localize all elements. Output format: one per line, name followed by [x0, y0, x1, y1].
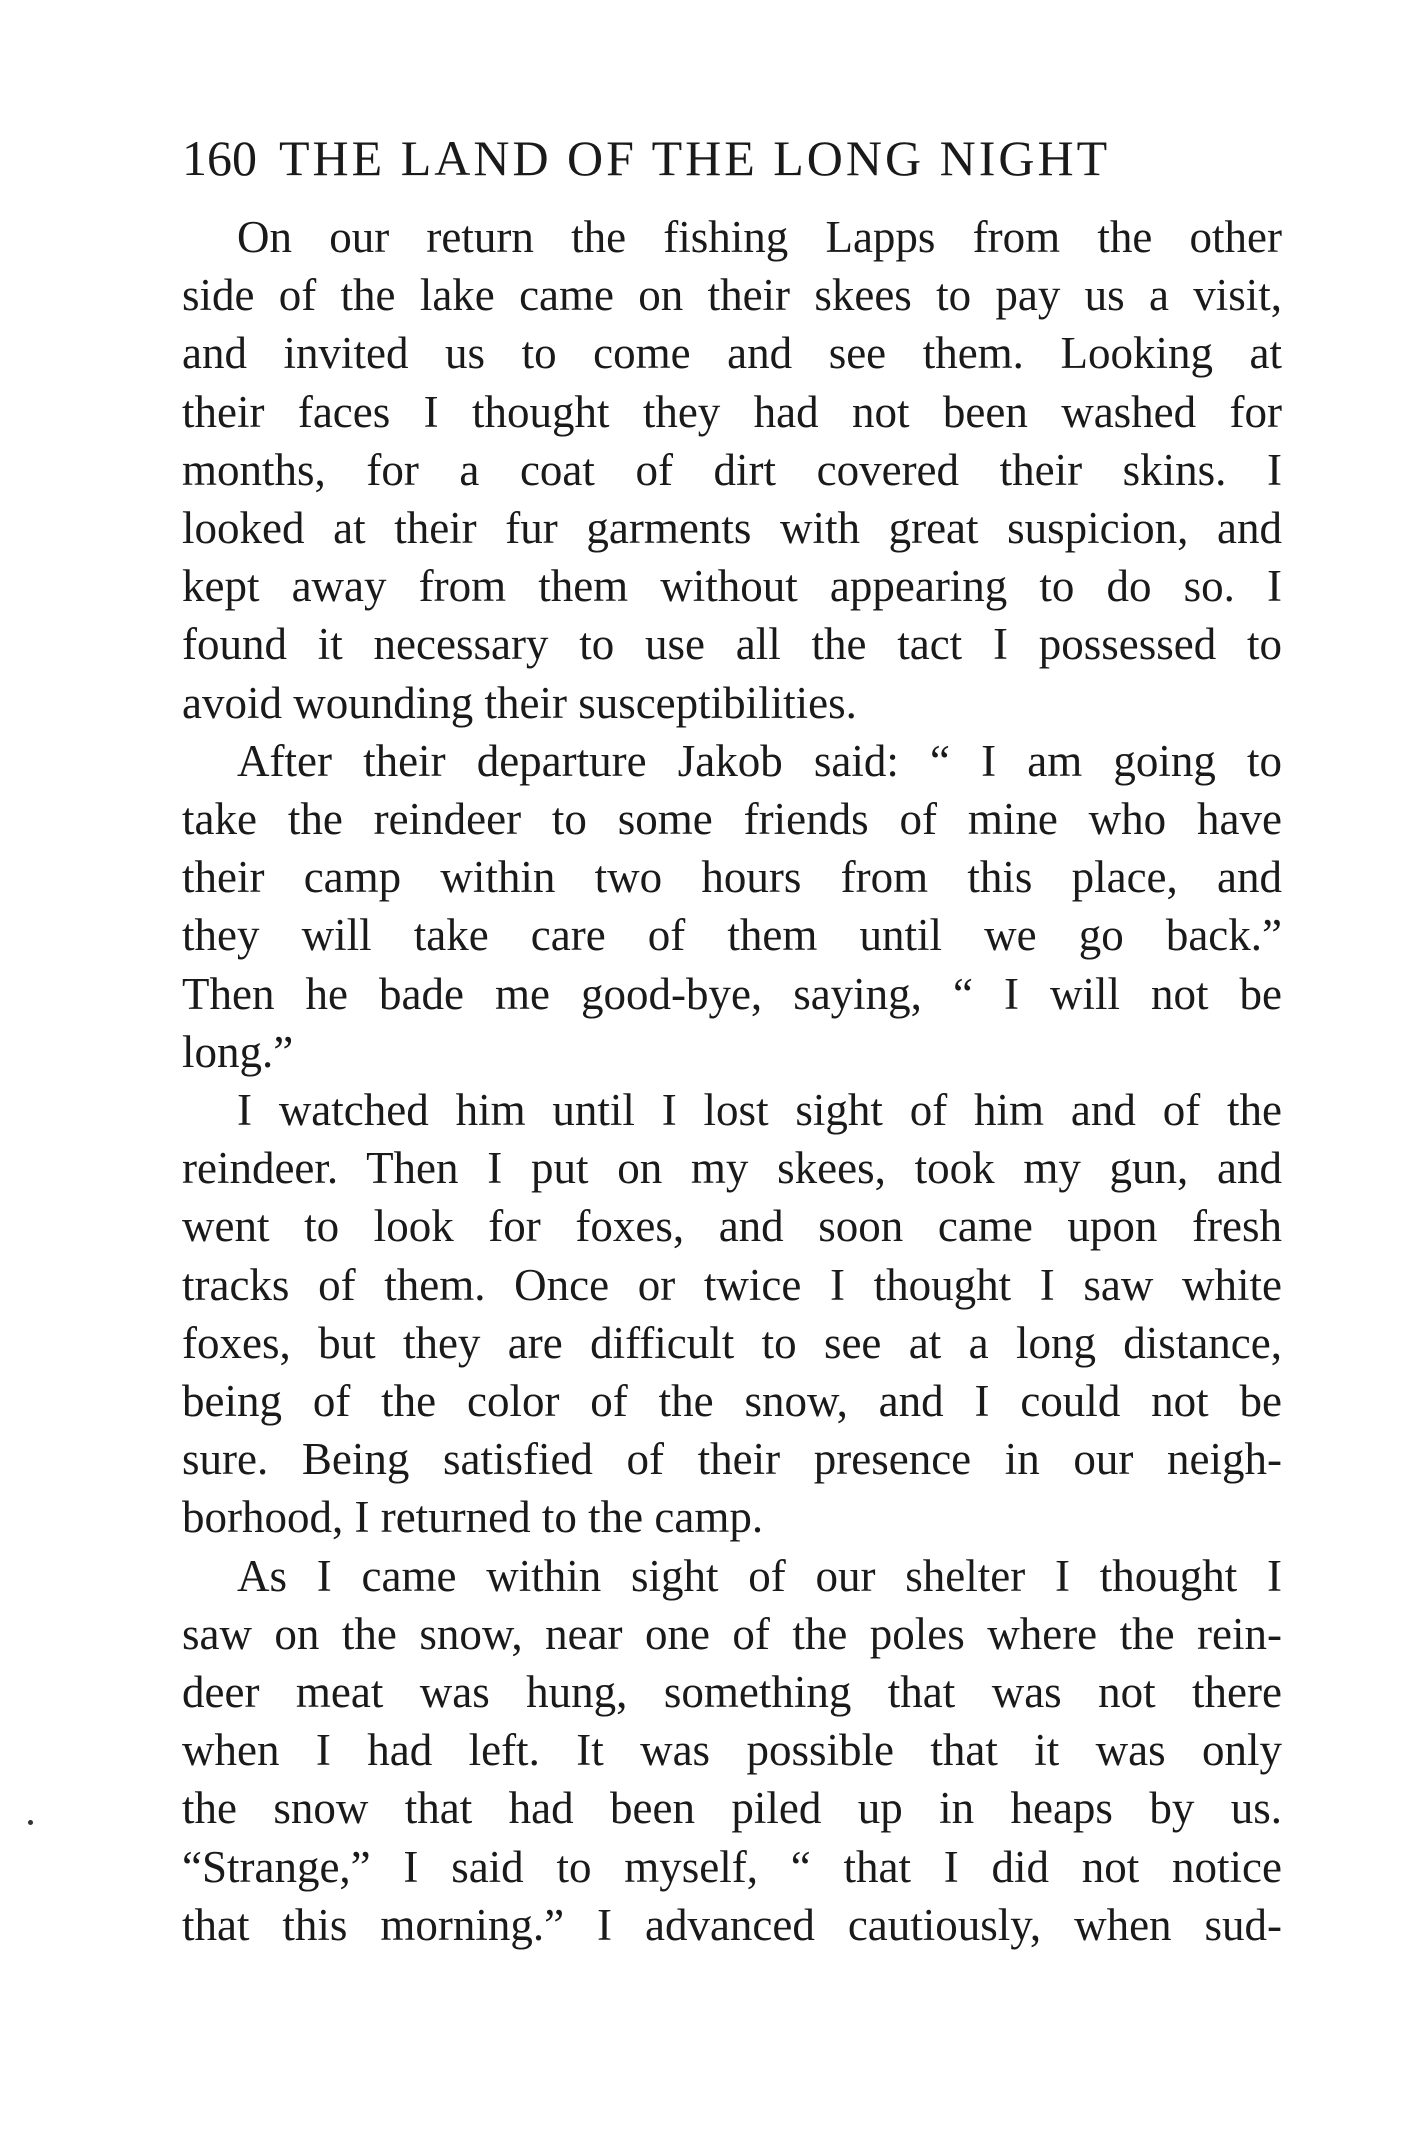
body-text	[182, 208, 1282, 1954]
text-line: On our return the fishing Lapps from the other	[237, 212, 1282, 262]
text-line: sure. Being satisfied of their presence in our neigh-	[182, 1434, 1282, 1485]
text-line: borhood, I returned to the camp.	[182, 1492, 764, 1543]
text-line: After their departure Jakob said: “ I am going to	[237, 735, 1282, 786]
print-speck	[28, 1820, 33, 1825]
paragraph	[182, 1547, 1282, 1954]
text-line: they will take care of them until we go back.”	[182, 910, 1282, 961]
text-line: I watched him until I lost sight of him and of the	[237, 1085, 1282, 1136]
text-line: As I came within sight of our shelter I thought I	[237, 1550, 1282, 1601]
text-line: and invited us to come and see them. Looking at	[182, 328, 1282, 379]
text-line: tracks of them. Once or twice I thought I saw white	[182, 1259, 1282, 1310]
running-header	[182, 128, 1282, 188]
text-line: reindeer. Then I put on my skees, took my gun, and	[182, 1143, 1282, 1194]
paragraph	[182, 732, 1282, 1081]
text-line: went to look for foxes, and soon came upon fresh	[182, 1201, 1282, 1252]
text-line: when I had left. It was possible that it was only	[182, 1725, 1282, 1776]
text-line: kept away from them without appearing to do so. I	[182, 561, 1282, 612]
book-page	[182, 128, 1282, 1954]
text-line: Then he bade me good-bye, saying, “ I will not be	[182, 968, 1282, 1019]
text-line: side of the lake came on their skees to pay us a visit,	[182, 270, 1282, 321]
text-line: their faces I thought they had not been washed for	[182, 386, 1282, 437]
text-line: looked at their fur garments with great suspicion, and	[182, 503, 1282, 554]
text-line: avoid wounding their susceptibilities.	[182, 677, 857, 728]
text-line: “Strange,” I said to myself, “ that I did not notice	[182, 1841, 1282, 1892]
text-line: being of the color of the snow, and I could not be	[182, 1376, 1282, 1427]
text-line: deer meat was hung, something that was not there	[182, 1667, 1282, 1718]
text-line: take the reindeer to some friends of mine who have	[182, 794, 1282, 845]
page-number: 160	[182, 130, 257, 186]
text-line: the snow that had been piled up in heaps by us.	[182, 1783, 1282, 1834]
paragraph	[182, 1081, 1282, 1547]
text-line: months, for a coat of dirt covered their skins. I	[182, 444, 1282, 495]
text-line: found it necessary to use all the tact I possessed to	[182, 619, 1282, 670]
text-line: that this morning.” I advanced cautiously, when sud-	[182, 1899, 1282, 1950]
text-line: saw on the snow, near one of the poles where the rein-	[182, 1608, 1282, 1659]
text-line: their camp within two hours from this place, and	[182, 852, 1282, 903]
text-line: foxes, but they are difficult to see at a long distance,	[182, 1317, 1282, 1368]
paragraph	[182, 208, 1282, 732]
running-title: THE LAND OF THE LONG NIGHT	[279, 130, 1111, 186]
text-line: long.”	[182, 1026, 294, 1077]
